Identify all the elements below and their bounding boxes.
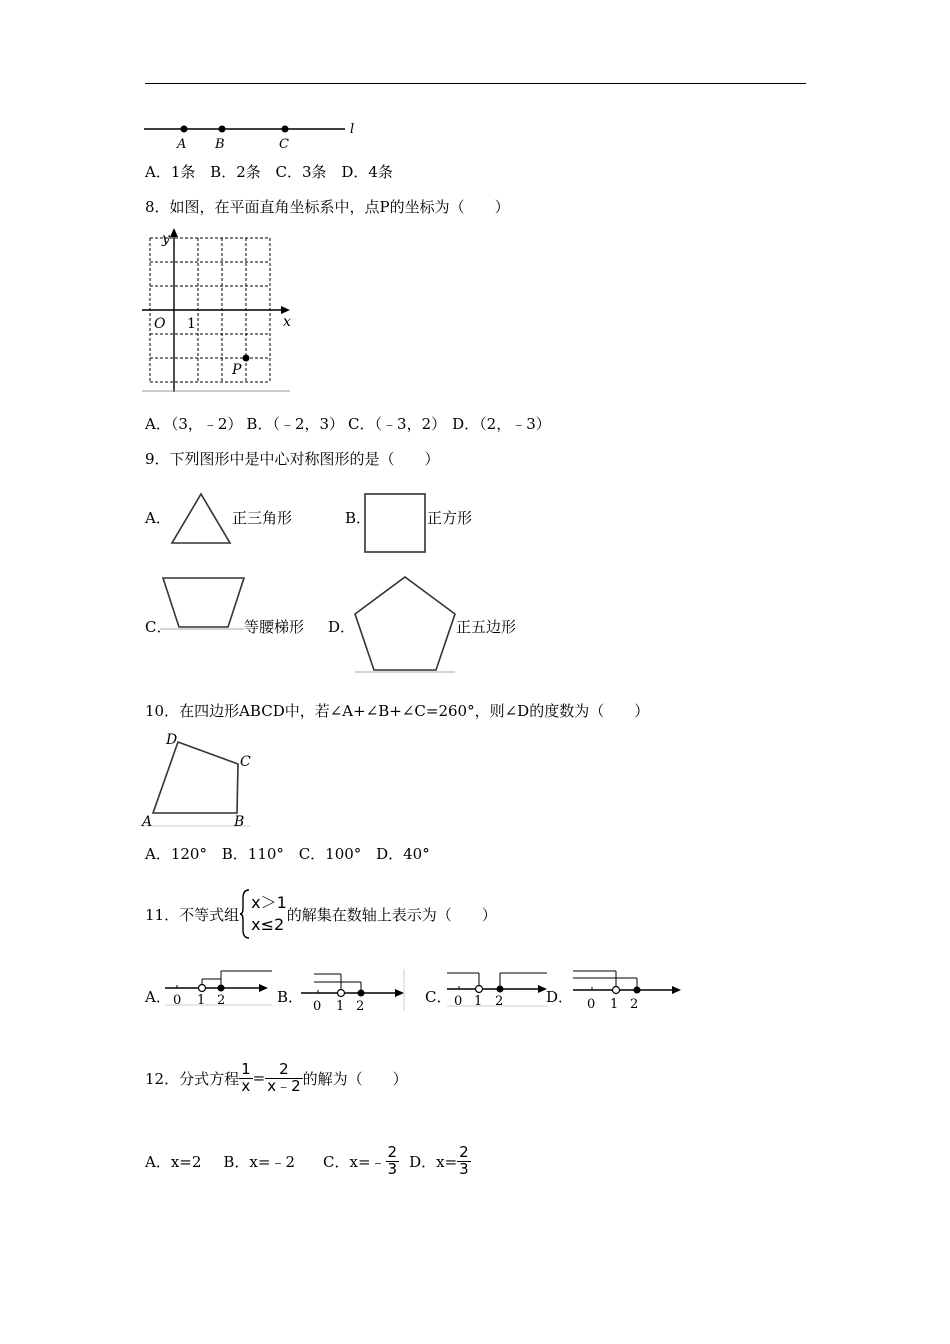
q10-options — [145, 843, 440, 864]
q12-stem-prefix: 12．分式方程 — [145, 1069, 240, 1088]
q12-rhs-numerator: 2 — [265, 1062, 302, 1079]
q9-option-a-name: 正三角形 — [232, 509, 293, 527]
q11-c-tick-1: 1 — [474, 994, 483, 1009]
q10-label-c: C — [240, 754, 251, 770]
q9-pentagon-figure — [352, 574, 458, 674]
q11-c-tick-2: 2 — [495, 994, 504, 1009]
q9-option-d-letter[interactable]: D． — [328, 618, 356, 636]
q11-d-tick-2: 2 — [630, 997, 639, 1012]
q12-rhs-fraction — [265, 1059, 302, 1095]
q12-options — [145, 1138, 471, 1184]
q8-coordinate-figure — [140, 228, 300, 394]
q7-option-a[interactable]: A．1条 — [145, 163, 196, 181]
q10-stem: 10．在四边形ABCD中，若∠A+∠B+∠C=260°，则∠D的度数为（ ） — [145, 702, 650, 720]
q8-x-arrow — [281, 306, 290, 314]
q7-options — [145, 161, 403, 182]
q11-option-d-letter[interactable]: D． — [546, 988, 574, 1006]
q7-option-d[interactable]: D．4条 — [341, 163, 393, 181]
q11-stem-prefix: 11．不等式组 — [145, 905, 240, 924]
q8-option-c[interactable]: C．（﹣3，2） — [348, 415, 447, 433]
q7-point-c — [282, 126, 289, 133]
q11-numberline-a — [160, 965, 275, 1010]
q11-inequality-1: x＞1 — [251, 893, 287, 913]
q12-lhs-fraction — [239, 1059, 253, 1095]
q12-option-b[interactable]: B．x=﹣2 — [223, 1152, 296, 1171]
q7-line-figure — [140, 118, 370, 154]
q11-a-tick-0: 0 — [173, 993, 182, 1008]
q9-option-d-name: 正五边形 — [456, 618, 517, 636]
q9-option-b-letter[interactable]: B． — [345, 509, 372, 527]
q7-option-b[interactable]: B．2条 — [210, 163, 261, 181]
q12-lhs-numerator: 1 — [241, 1059, 251, 1078]
q7-label-b: B — [215, 137, 225, 152]
q7-line-label: l — [350, 122, 355, 137]
q12-option-c-prefix[interactable]: C．x=﹣ — [323, 1152, 386, 1171]
q11-numberline-b — [296, 965, 411, 1013]
q9-option-c-name: 等腰梯形 — [244, 618, 305, 636]
q11-a-tick-2: 2 — [217, 993, 226, 1008]
q10-label-a: A — [142, 814, 153, 830]
q11-option-c-letter[interactable]: C． — [425, 988, 452, 1006]
q9-option-b-name: 正方形 — [427, 509, 473, 527]
q8-y-arrow — [170, 228, 178, 237]
q11-b-tick-1: 1 — [336, 999, 345, 1013]
q8-y-label: y — [162, 231, 170, 247]
q7-label-c: C — [279, 137, 289, 152]
q8-point-p — [243, 355, 250, 362]
q12-option-c-numerator: 2 — [387, 1142, 398, 1161]
q9-trapezoid-figure — [160, 574, 246, 632]
q12-equals: = — [252, 1069, 266, 1087]
q11-c-tick-0: 0 — [454, 994, 463, 1009]
q7-point-b — [219, 126, 226, 133]
q8-stem: 8．如图，在平面直角坐标系中，点P的坐标为（ ） — [145, 198, 510, 216]
q11-b-tick-0: 0 — [313, 999, 322, 1013]
q12-option-a[interactable]: A．x=2 — [145, 1152, 202, 1171]
q10-option-a[interactable]: A．120° — [145, 845, 207, 863]
q10-option-b[interactable]: B．110° — [221, 845, 284, 863]
q12-option-d-fraction — [457, 1142, 471, 1178]
q8-tick-1-label: 1 — [187, 316, 196, 332]
q11-b-tick-2: 2 — [356, 999, 365, 1013]
q10-quadrilateral-figure — [140, 730, 255, 830]
q12-stem-suffix: 的解为（ ） — [302, 1069, 408, 1088]
q10-option-d[interactable]: D．40° — [376, 845, 430, 863]
q8-options — [145, 413, 561, 434]
q11-option-b-letter[interactable]: B． — [277, 988, 304, 1006]
q7-option-c[interactable]: C．3条 — [275, 163, 327, 181]
q12-option-d-denominator: 3 — [459, 1159, 469, 1178]
q11-a-tick-1: 1 — [197, 993, 206, 1008]
q9-square-figure — [362, 492, 428, 556]
q12-stem — [145, 1055, 408, 1101]
q10-label-b: B — [234, 814, 245, 830]
q8-option-a[interactable]: A．（3，﹣2） — [145, 415, 243, 433]
q9-option-c-letter[interactable]: C． — [145, 618, 172, 636]
header-rule — [145, 83, 806, 84]
q12-option-d-prefix[interactable]: D．x= — [409, 1152, 458, 1171]
q10-option-c[interactable]: C．100° — [298, 845, 362, 863]
q9-option-a-letter[interactable]: A． — [145, 509, 171, 527]
q7-point-a — [181, 126, 188, 133]
q9-triangle-figure — [168, 490, 236, 548]
q11-brace-icon — [239, 888, 251, 940]
q12-rhs-denominator: x﹣2 — [267, 1076, 301, 1095]
q8-origin-label: O — [154, 316, 166, 332]
q9-stem: 9．下列图形中是中心对称图形的是（ ） — [145, 450, 440, 468]
q10-label-d: D — [166, 732, 178, 748]
q11-inequality-2: x≤2 — [251, 915, 285, 934]
q12-lhs-denominator: x — [241, 1076, 251, 1095]
q8-p-label: P — [232, 362, 242, 378]
q11-system — [251, 892, 287, 935]
q11-d-tick-1: 1 — [610, 997, 619, 1012]
q11-d-tick-0: 0 — [587, 997, 596, 1012]
q7-label-a: A — [177, 137, 187, 152]
q8-option-b[interactable]: B．（﹣2，3） — [246, 415, 345, 433]
q11-option-a-letter[interactable]: A． — [145, 988, 171, 1006]
q11-numberline-d — [568, 962, 686, 1012]
q11-stem — [145, 886, 497, 942]
q11-stem-suffix: 的解集在数轴上表示为（ ） — [286, 905, 497, 924]
q8-option-d[interactable]: D．（2，﹣3） — [452, 415, 551, 433]
q11-numberline-c — [442, 965, 552, 1010]
q12-option-c-fraction — [386, 1142, 400, 1178]
q12-option-c-denominator: 3 — [387, 1159, 398, 1178]
q8-x-label: x — [283, 314, 291, 330]
q12-option-d-numerator: 2 — [459, 1142, 469, 1161]
